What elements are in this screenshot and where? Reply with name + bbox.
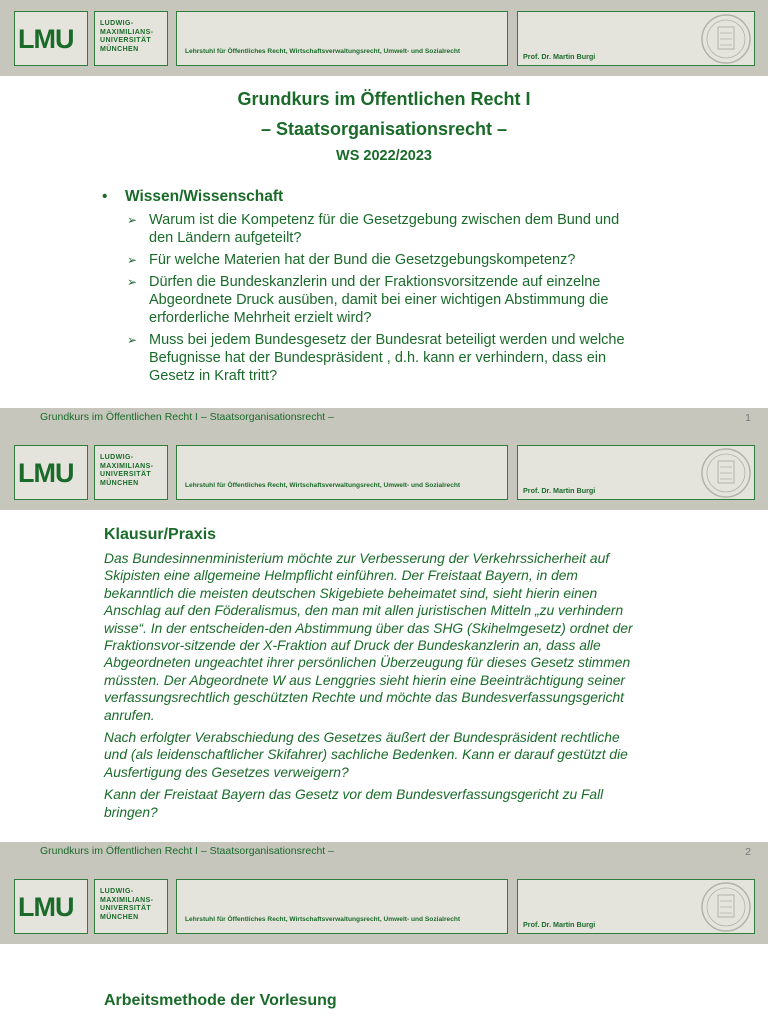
list-item-text: Für welche Materien hat der Bund die Gesetzgebungskompetenz?	[149, 252, 576, 268]
university-seal-icon	[700, 447, 752, 499]
main-bullet-label: Wissen/Wissenschaft	[125, 188, 284, 205]
professor-name: Prof. Dr. Martin Burgi	[523, 920, 596, 929]
professor-name: Prof. Dr. Martin Burgi	[523, 52, 596, 61]
professor-box	[517, 445, 755, 500]
slide-2	[0, 434, 768, 868]
list-item	[127, 331, 647, 385]
chair-name: Lehrstuhl für Öffentliches Recht, Wirtschaftsverwaltungsrecht, Umwelt- und Sozialrecht	[185, 482, 461, 489]
university-seal-icon	[700, 13, 752, 65]
case-paragraph: Das Bundesinnenministerium möchte zur Verbesserung der Verkehrssicherheit auf Skipisten eine allgemeine Helmpflicht einführen. Der Freistaat Bayern, in dem bekanntlich die meisten deutschen Skigebiete beheimatet sind, sieht hierin einen Anschlag auf den Föderalismus, den man mit allen juristischen Mitteln „zu verhindern wisse“. In der entscheiden-den Abstimmung über das SHG (Skihelmgesetz) ordnet der Fraktionsvor-sitzende der X-Fraktion auf Druck der Bundeskanzlerin an, dass alle Abgeordneten ungeachtet ihrer persönlichen Überzeugung für dieses Gesetz stimmen müssten. Der Abgeordnete W aus Lenggries sieht hierin eine Beeinträchtigung seiner verfassungsrechtlich geschützten Rechte und möchte das Bundesverfassungsgericht anrufen.	[104, 551, 633, 723]
professor-box	[517, 879, 755, 934]
slide-header	[0, 434, 768, 510]
chair-name: Lehrstuhl für Öffentliches Recht, Wirtschaftsverwaltungsrecht, Umwelt- und Sozialrecht	[185, 916, 461, 923]
professor-name: Prof. Dr. Martin Burgi	[523, 486, 596, 495]
university-name-box	[94, 445, 168, 500]
case-text	[104, 550, 634, 826]
list-item	[127, 273, 647, 327]
lmu-logo	[14, 445, 88, 500]
university-name: LUDWIG- MAXIMILIANS- UNIVERSITÄT MÜNCHEN	[100, 888, 154, 921]
slide-1	[0, 0, 768, 434]
lmu-logo-text: LMU	[18, 458, 74, 488]
university-name: LUDWIG- MAXIMILIANS- UNIVERSITÄT MÜNCHEN	[100, 20, 154, 53]
case-paragraph: Nach erfolgter Verabschiedung des Gesetzes äußert der Bundespräsident rechtliche und (als leidenschaftlicher Skifahrer) sachliche Bedenken. Kann er darauf gestützt die Ausfertigung des Gesetzes verweigern?	[104, 730, 628, 780]
slide-heading: Klausur/Praxis	[104, 526, 217, 543]
main-bullet	[102, 188, 283, 206]
university-seal-icon	[700, 881, 752, 933]
university-name-box	[94, 11, 168, 66]
list-item-text: Dürfen die Bundeskanzlerin und der Fraktionsvorsitzende auf einzelne Abgeordnete Druck ausüben, damit bei einer wichtigen Abstimmung die erforderliche Mehrheit erzielt wird?	[149, 274, 609, 326]
arrow-bullet-icon: ➢	[127, 253, 138, 267]
chair-box	[176, 11, 508, 66]
slide-title: Grundkurs im Öffentlichen Recht I	[237, 89, 531, 109]
arrow-bullet-icon: ➢	[127, 333, 138, 347]
lmu-logo	[14, 879, 88, 934]
university-name-box	[94, 879, 168, 934]
professor-box	[517, 11, 755, 66]
lmu-logo	[14, 11, 88, 66]
slide-3	[0, 868, 768, 1024]
list-item-text: Warum ist die Kompetenz für die Gesetzgebung zwischen dem Bund und den Ländern aufgeteilt?	[149, 212, 620, 246]
chair-box	[176, 879, 508, 934]
slide-heading: Arbeitsmethode der Vorlesung	[104, 992, 337, 1009]
list-item	[127, 251, 647, 269]
slide-header	[0, 0, 768, 76]
bullet-dot-icon: •	[102, 188, 108, 205]
lmu-logo-text: LMU	[18, 892, 74, 922]
arrow-bullet-icon: ➢	[127, 213, 138, 227]
footer-text: Grundkurs im Öffentlichen Recht I – Staatsorganisationsrecht –	[40, 411, 334, 423]
lmu-logo-text: LMU	[18, 24, 74, 54]
list-item-text: Muss bei jedem Bundesgesetz der Bundesrat beteiligt werden und welche Befugnisse hat der Bundespräsident , d.h. kann er verhindern, dass ein Gesetz in Kraft tritt?	[149, 332, 625, 384]
semester-label: WS 2022/2023	[336, 148, 432, 164]
university-name: LUDWIG- MAXIMILIANS- UNIVERSITÄT MÜNCHEN	[100, 454, 154, 487]
chair-box	[176, 445, 508, 500]
slide-header	[0, 868, 768, 944]
footer-text: Grundkurs im Öffentlichen Recht I – Staatsorganisationsrecht –	[40, 845, 334, 857]
arrow-bullet-icon: ➢	[127, 275, 138, 289]
slide-footer	[0, 408, 768, 434]
slide-subtitle: – Staatsorganisationsrecht –	[260, 119, 508, 139]
page-number: 2	[745, 846, 751, 858]
question-list	[127, 211, 647, 389]
case-paragraph: Kann der Freistaat Bayern das Gesetz vor dem Bundesverfassungsgericht zu Fall bringen?	[104, 787, 604, 820]
chair-name: Lehrstuhl für Öffentliches Recht, Wirtschaftsverwaltungsrecht, Umwelt- und Sozialrecht	[185, 48, 461, 55]
page-number: 1	[745, 412, 751, 424]
slide-footer	[0, 842, 768, 868]
list-item	[127, 211, 647, 247]
